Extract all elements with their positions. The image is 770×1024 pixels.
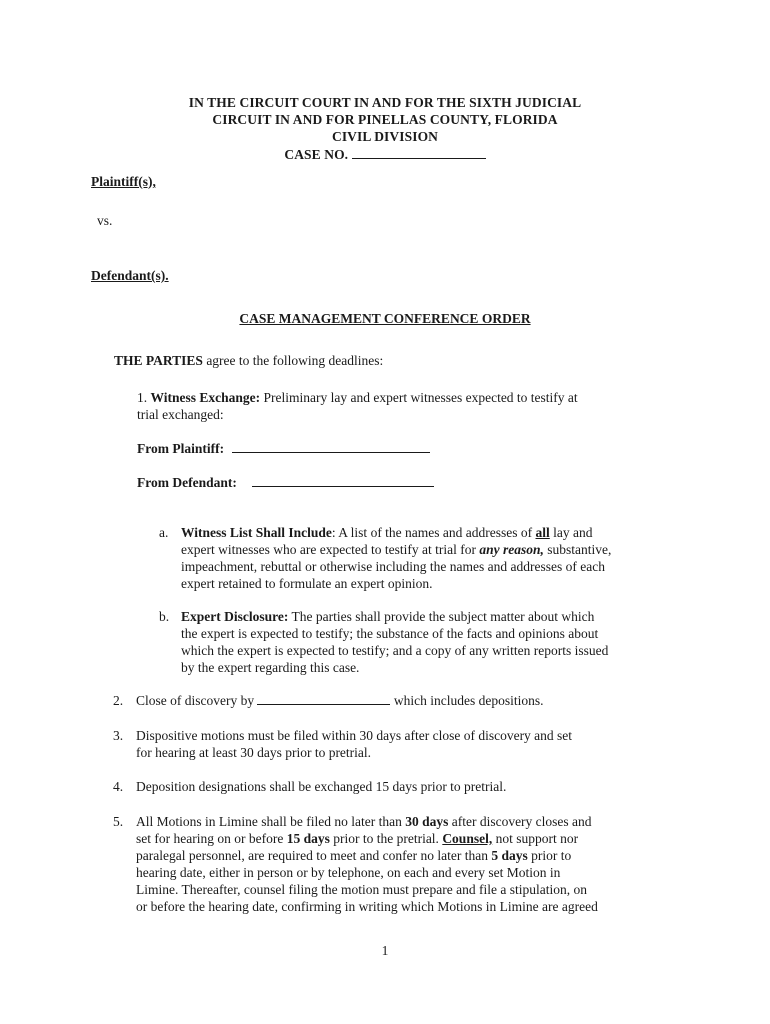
intro-paragraph xyxy=(114,352,383,369)
item-1-line-2: trial exchanged: xyxy=(137,407,224,422)
sub-a-line-1 xyxy=(181,524,681,541)
court-division: CIVIL DIVISION xyxy=(331,129,439,144)
from-defendant-blank xyxy=(252,474,434,487)
case-number-blank xyxy=(352,146,486,159)
sub-b-paragraph xyxy=(181,608,681,676)
item-3-line-2: for hearing at least 30 days prior to pretrial. xyxy=(136,745,372,760)
item-3-number: 3. xyxy=(113,728,124,743)
sub-b-line-2: the expert is expected to testify; the substance of the facts and opinions about xyxy=(181,626,599,641)
sub-b-line-1 xyxy=(181,608,681,625)
sub-b-line-4: by the expert regarding this case. xyxy=(181,660,360,675)
sub-a-text-2: lay and xyxy=(549,525,593,540)
from-plaintiff-blank xyxy=(232,440,430,453)
case-number-label: CASE NO. xyxy=(284,147,349,162)
defendant-label: Defendant(s). xyxy=(91,268,169,283)
item-5-l2e: not support nor xyxy=(492,831,579,846)
sub-a-all: all xyxy=(535,525,550,540)
case-number-line xyxy=(0,146,770,163)
sub-a-letter: a. xyxy=(159,525,169,540)
item-5-l1c: after discovery closes and xyxy=(448,814,592,829)
item-2-after: which includes depositions. xyxy=(390,693,544,708)
item-5-l2c: prior to the pretrial. xyxy=(329,831,443,846)
sub-a-text-4: substantive, xyxy=(543,542,612,557)
item-5-paragraph xyxy=(136,813,669,915)
item-5-l3a: paralegal personnel, are required to meet and confer no later than xyxy=(136,848,492,863)
sub-b-label: Expert Disclosure: xyxy=(181,609,289,624)
item-4-number: 4. xyxy=(113,779,124,794)
item-2-before: Close of discovery by xyxy=(136,693,258,708)
versus-label: vs. xyxy=(97,213,113,228)
item-5-line-1 xyxy=(136,813,669,830)
item-5-30-days: 30 days xyxy=(405,814,449,829)
from-defendant-label: From Defendant: xyxy=(137,475,237,490)
item-5-number: 5. xyxy=(113,814,124,829)
sub-b-text-1: The parties shall provide the subject matter about which xyxy=(288,609,595,624)
item-5-l2a: set for hearing on or before xyxy=(136,831,287,846)
sub-a-line-3: impeachment, rebuttal or otherwise including the names and addresses of each xyxy=(181,559,605,574)
sub-a-paragraph xyxy=(181,524,681,592)
item-1-label: Witness Exchange: xyxy=(150,390,261,405)
document-title: CASE MANAGEMENT CONFERENCE ORDER xyxy=(239,311,531,326)
item-5-5-days: 5 days xyxy=(491,848,528,863)
court-heading-line-2: CIRCUIT IN AND FOR PINELLAS COUNTY, FLORIDA xyxy=(212,112,558,127)
item-1-number: 1. xyxy=(137,390,148,405)
item-5-counsel: Counsel, xyxy=(442,831,493,846)
item-3-line-1: Dispositive motions must be filed within 30 days after close of discovery and set xyxy=(136,728,573,743)
page-number: 1 xyxy=(381,943,389,958)
court-heading-line-1: IN THE CIRCUIT COURT IN AND FOR THE SIXTH JUDICIAL xyxy=(188,95,582,110)
item-2-text xyxy=(136,692,543,709)
item-5-line-5: Limine. Thereafter, counsel filing the motion must prepare and file a stipulation, on xyxy=(136,882,587,897)
sub-a-line-4: expert retained to formulate an expert opinion. xyxy=(181,576,433,591)
sub-a-line-2 xyxy=(181,541,681,558)
plaintiff-label: Plaintiff(s), xyxy=(91,174,156,189)
intro-text: agree to the following deadlines: xyxy=(206,353,384,368)
from-plaintiff-line xyxy=(137,440,430,457)
item-5-line-2 xyxy=(136,830,669,847)
intro-bold: THE PARTIES xyxy=(114,353,203,368)
item-5-15-days: 15 days xyxy=(286,831,330,846)
item-5-l1a: All Motions in Limine shall be filed no later than xyxy=(136,814,406,829)
sub-a-text-1: : A list of the names and addresses of xyxy=(331,525,536,540)
item-2-number: 2. xyxy=(113,693,124,708)
sub-b-letter: b. xyxy=(159,609,170,624)
item-4-text: Deposition designations shall be exchanged 15 days prior to pretrial. xyxy=(136,779,507,794)
item-5-line-6: or before the hearing date, confirming in writing which Motions in Limine are agreed xyxy=(136,899,598,914)
item-5-l3c: prior to xyxy=(527,848,572,863)
sub-a-any-reason: any reason, xyxy=(479,542,544,557)
close-of-discovery-blank xyxy=(257,692,390,705)
sub-a-label: Witness List Shall Include xyxy=(181,525,332,540)
sub-a-text-3: expert witnesses who are expected to testify at trial for xyxy=(181,542,480,557)
item-1-line-1 xyxy=(137,389,667,406)
from-plaintiff-label: From Plaintiff: xyxy=(137,441,225,456)
sub-b-line-3: which the expert is expected to testify; and a copy of any written reports issued xyxy=(181,643,609,658)
item-1-text: Preliminary lay and expert witnesses expected to testify at xyxy=(263,390,578,405)
from-defendant-line xyxy=(137,474,434,491)
item-5-line-4: hearing date, either in person or by telephone, on each and every set Motion in xyxy=(136,865,561,880)
item-5-line-3 xyxy=(136,847,669,864)
